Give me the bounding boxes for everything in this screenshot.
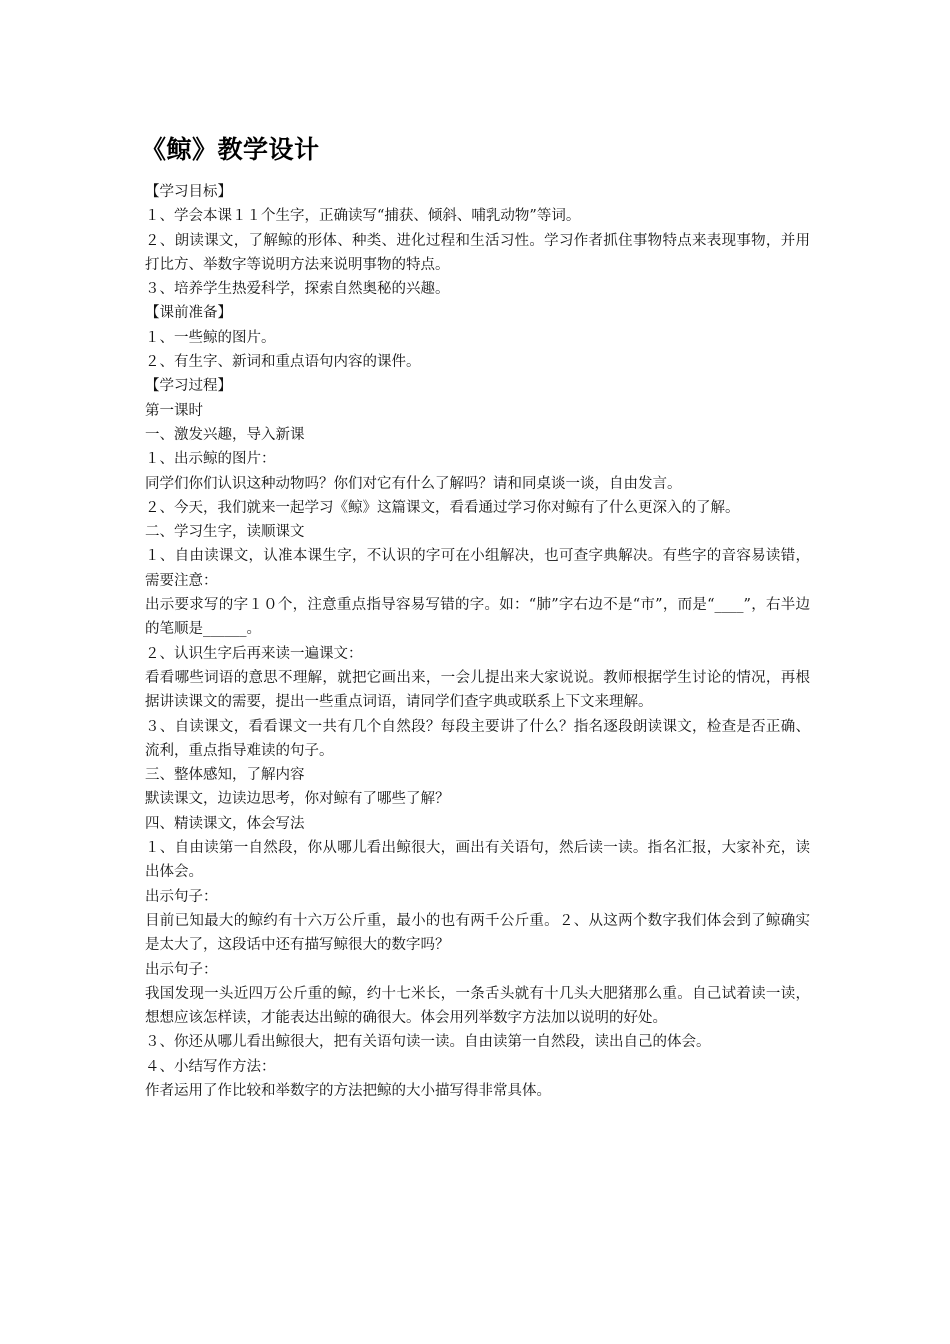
goal-item-3: ３、培养学生热爱科学，探索自然奥秘的兴趣。: [145, 281, 450, 298]
show-sentence-label-1: 出示句子：: [145, 888, 218, 905]
heading-preparation: 【课前准备】: [145, 305, 232, 322]
section-heading-1: 一、激发兴趣，导入新课: [145, 426, 305, 443]
goal-item-2: ２、朗读课文，了解鲸的形体、种类、进化过程和生活习性。学习作者抓住事物特点来表现事物，并用打比方、举数字等说明方法来说明事物的特点。: [145, 232, 810, 273]
step-2-2-text: 看看哪些词语的意思不理解，就把它画出来，一会儿提出来大家说说。教师根据学生讨论的情况，再根据讲读课文的需要，提出一些重点词语，请同学们查字典或联系上下文来理解。: [145, 669, 810, 711]
step-3-text: 默读课文，边读边思考，你对鲸有了哪些了解？: [145, 791, 450, 808]
step-4-sentence-2: 我国发现一头近四万公斤重的鲸，约十七米长，一条舌头就有十几头大肥猪那么重。自己试着读一读，想想应该怎样读，才能表达出鲸的确很大。体会用列举数字方法加以说明的好处。: [145, 985, 810, 1027]
step-4-sentence-1: 目前已知最大的鲸约有十六万公斤重，最小的也有两千公斤重。２、从这两个数字我们体会到了鲸确实是太大了，这段话中还有描写鲸很大的数字吗？: [145, 912, 810, 954]
heading-process: 【学习过程】: [145, 378, 232, 395]
step-2-1: １、自由读课文，认准本课生字，不认识的字可在小组解决，也可查字典解决。有些字的音容易读错，需要注意：: [145, 548, 810, 589]
section-heading-4: 四、精读课文，体会写法: [145, 815, 305, 832]
section-heading-2: 二、学习生字，读顺课文: [145, 524, 305, 541]
step-2-3: ３、自读课文，看看课文一共有几个自然段？每段主要讲了什么？指名逐段朗读课文，检查是否正确、流利，重点指导难读的句子。: [145, 718, 810, 759]
step-1-2: ２、今天，我们就来一起学习《鲸》这篇课文，看看通过学习你对鲸有了什么更深入的了解。: [145, 499, 740, 516]
step-4-4: ４、小结写作方法：: [145, 1058, 276, 1075]
step-4-1: １、自由读第一自然段，你从哪儿看出鲸很大，画出有关语句，然后读一读。指名汇报，大家补充，读出体会。: [145, 840, 810, 881]
step-1-1-text: 同学们你们认识这种动物吗？你们对它有什么了解吗？请和同桌谈一谈，自由发言。: [145, 475, 682, 492]
document-title: 《鲸》教学设计: [141, 135, 320, 164]
step-2-2: ２、认识生字后再来读一遍课文：: [145, 645, 363, 662]
prep-item-2: ２、有生字、新词和重点语句内容的课件。: [145, 354, 421, 371]
document-page: [141, 134, 810, 1103]
lesson-period: 第一课时: [145, 402, 203, 419]
show-sentence-label-2: 出示句子：: [145, 961, 218, 978]
step-2-1-text: 出示要求写的字１０个，注意重点指导容易写错的字。如：“肺”字右边不是“市”，而是“____”，右半边的笔顺是______。: [145, 597, 810, 638]
section-heading-3: 三、整体感知，了解内容: [145, 767, 305, 784]
step-1-1: １、出示鲸的图片：: [145, 451, 276, 468]
heading-learning-goals: 【学习目标】: [145, 184, 232, 200]
step-4-summary: 作者运用了作比较和举数字的方法把鲸的大小描写得非常具体。: [145, 1082, 551, 1099]
prep-item-1: １、一些鲸的图片。: [145, 329, 276, 346]
goal-item-1: １、学会本课１１个生字，正确读写“捕获、倾斜、哺乳动物”等词。: [145, 208, 581, 225]
step-4-3: ３、你还从哪儿看出鲸很大，把有关语句读一读。自由读第一自然段，读出自己的体会。: [145, 1034, 711, 1051]
